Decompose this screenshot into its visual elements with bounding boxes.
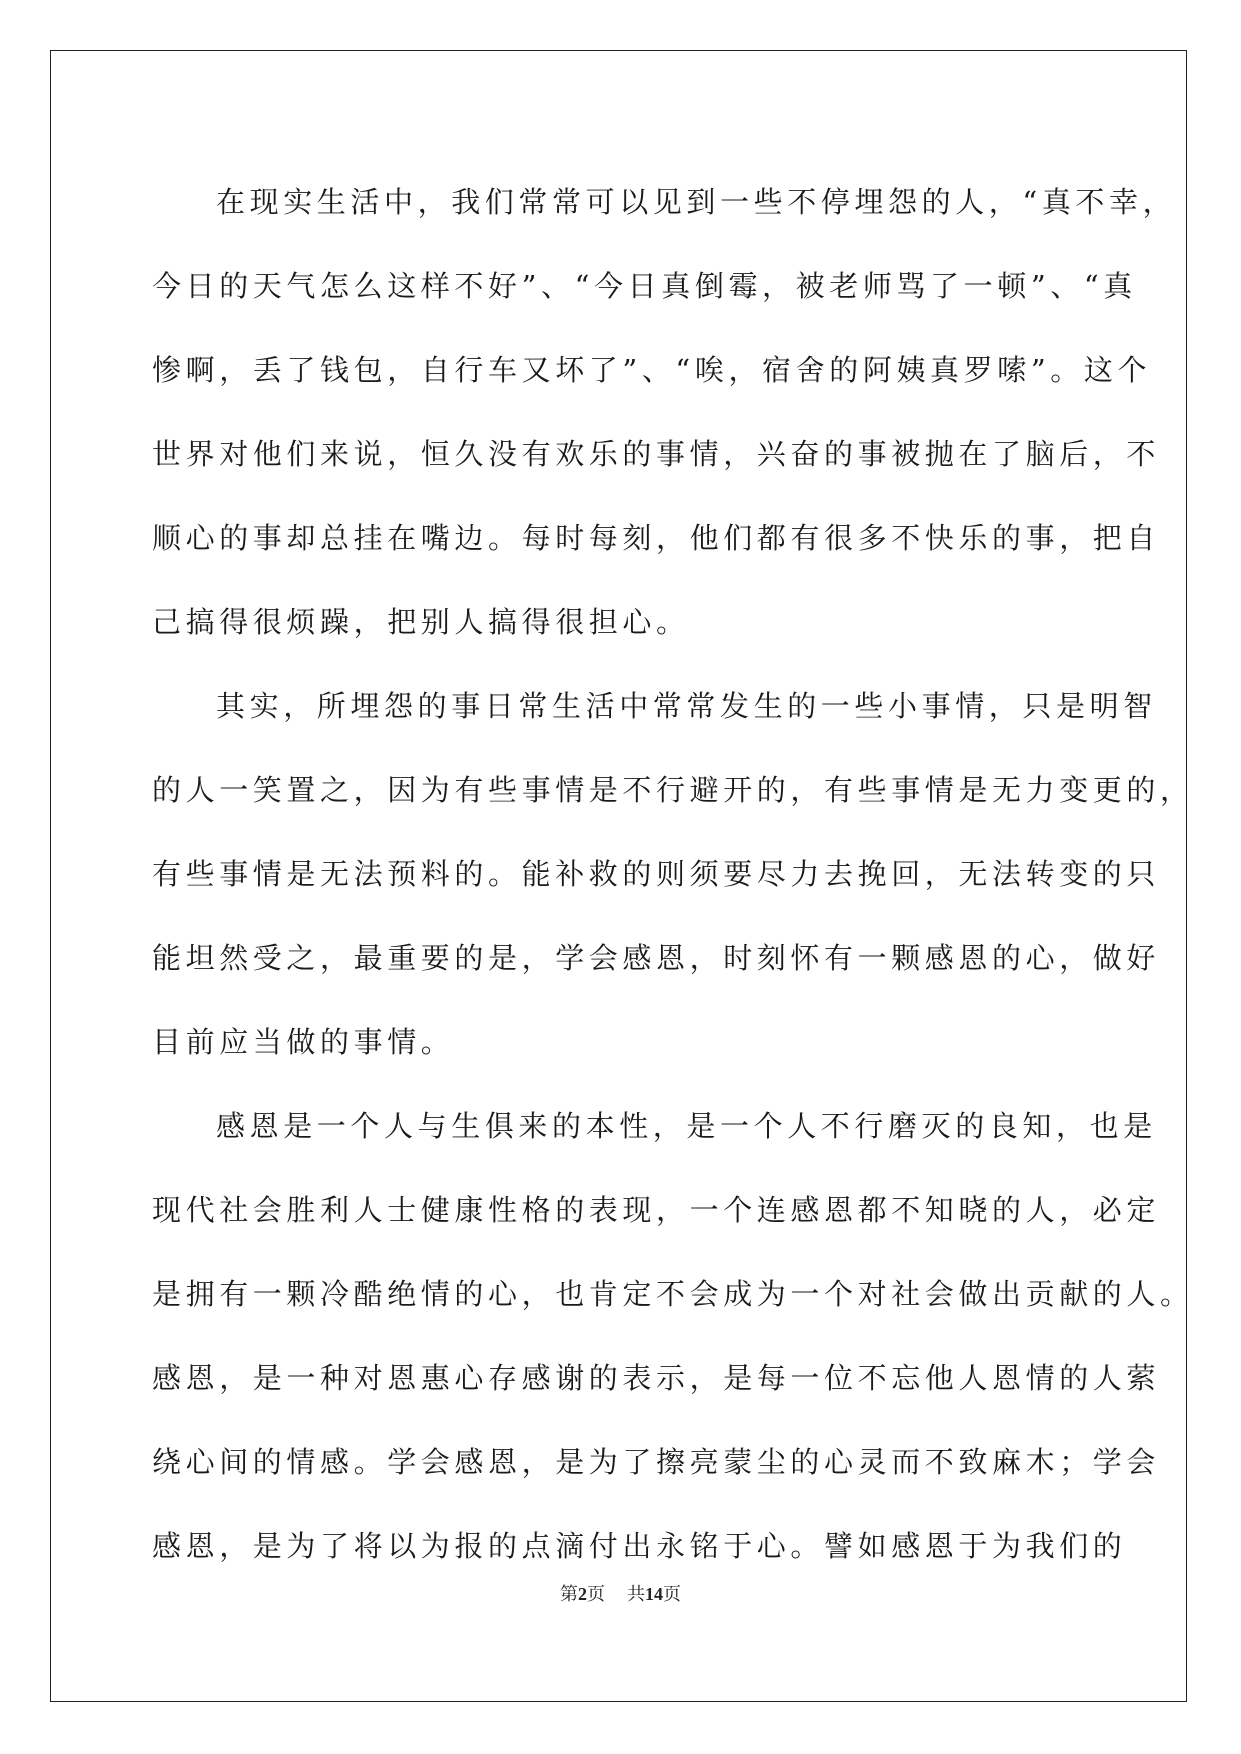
total-suffix: 页 — [663, 1584, 681, 1605]
page-number: 2 — [578, 1584, 587, 1604]
page-footer — [0, 1580, 1241, 1606]
text-line: 感恩是一个人与生俱来的本性，是一个人不行磨灭的良知，也是 — [216, 1109, 1157, 1143]
text-line: 是拥有一颗冷酷绝情的心，也肯定不会成为一个对社会做出贡献的人。 — [152, 1277, 1194, 1311]
text-line: 其实，所埋怨的事日常生活中常常发生的一些小事情，只是明智 — [216, 689, 1157, 723]
total-pages: 14 — [645, 1584, 663, 1604]
text-line: 的人一笑置之，因为有些事情是不行避开的，有些事情是无力变更的， — [152, 773, 1194, 807]
text-line: 能坦然受之，最重要的是，学会感恩，时刻怀有一颗感恩的心，做好 — [152, 941, 1161, 975]
total-prefix: 共 — [627, 1584, 645, 1605]
text-line: 有些事情是无法预料的。能补救的则须要尽力去挽回，无法转变的只 — [152, 857, 1161, 891]
text-line: 感恩，是一种对恩惠心存感谢的表示，是每一位不忘他人恩情的人萦 — [152, 1361, 1161, 1395]
text-line: 惨啊，丢了钱包，自行车又坏了”、“唉，宿舍的阿姨真罗嗦”。这个 — [152, 353, 1152, 387]
text-line: 世界对他们来说，恒久没有欢乐的事情，兴奋的事被抛在了脑后，不 — [152, 437, 1161, 471]
text-line: 己搞得很烦躁，把别人搞得很担心。 — [152, 605, 690, 639]
text-line: 绕心间的情感。学会感恩，是为了擦亮蒙尘的心灵而不致麻木；学会 — [152, 1445, 1161, 1479]
text-line: 感恩，是为了将以为报的点滴付出永铭于心。譬如感恩于为我们的 — [152, 1529, 1127, 1563]
text-line: 顺心的事却总挂在嘴边。每时每刻，他们都有很多不快乐的事，把自 — [152, 521, 1161, 555]
text-line: 目前应当做的事情。 — [152, 1025, 455, 1059]
document-body — [152, 160, 1194, 1588]
page-suffix: 页 — [587, 1584, 605, 1605]
page-prefix: 第 — [560, 1584, 578, 1605]
text-line: 今日的天气怎么这样不好”、“今日真倒霉，被老师骂了一顿”、“真 — [152, 269, 1137, 303]
text-line: 在现实生活中，我们常常可以见到一些不停埋怨的人，“真不幸， — [216, 185, 1177, 219]
text-line: 现代社会胜利人士健康性格的表现，一个连感恩都不知晓的人，必定 — [152, 1193, 1161, 1227]
